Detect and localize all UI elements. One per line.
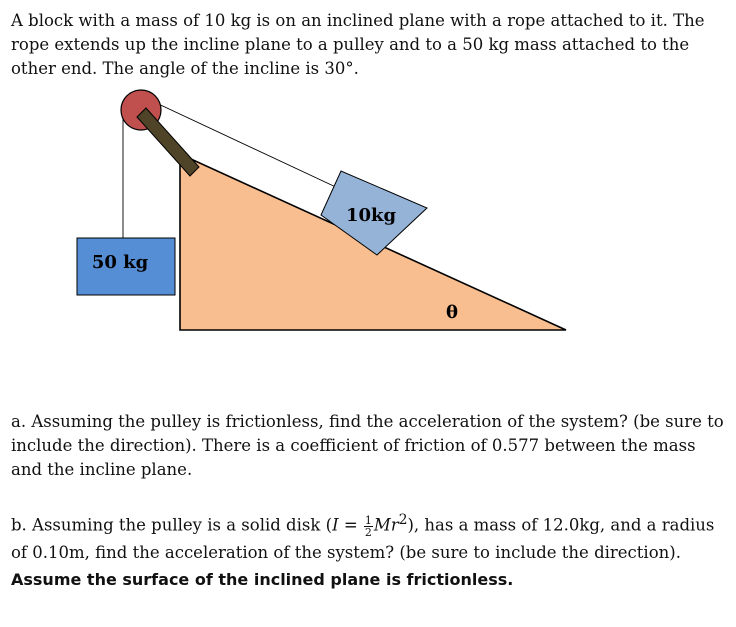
question-a: a. Assuming the pulley is frictionless, find the acceleration of the system? (be sure to include the direction). There is a coefficient of friction of 0.577 between the mass and the incline plane. <box>11 412 724 479</box>
problem-intro: A block with a mass of 10 kg is on an inclined plane with a rope attached to it. The rope extends up the incline plane to a pulley and to a 50 kg mass attached to the other end. The angle of the incline is 30°. <box>11 11 705 78</box>
frictionless-note: Assume the surface of the inclined plane is frictionless. <box>11 569 514 589</box>
question-b-prefix: b. Assuming the pulley is a solid disk ( <box>11 515 333 535</box>
angle-label: θ <box>445 302 459 323</box>
hanging-block-label: 50 kg <box>91 252 149 273</box>
equals-sign: = <box>338 515 363 535</box>
question-b-suffix: , has a mass of 12.0kg, and a radius of 0.10m, find the acceleration of the system? (be sure to include the direction). <box>11 515 715 562</box>
question-b <box>11 507 729 593</box>
mass-radius-term: Mr <box>373 515 399 535</box>
hanging-block <box>77 238 175 295</box>
inertia-symbol: I <box>332 515 339 535</box>
fraction-numerator: 1 <box>364 513 372 527</box>
one-half-fraction <box>364 515 373 538</box>
incline-block-label: 10kg <box>345 205 397 226</box>
close-paren: ) <box>407 515 414 535</box>
fraction-denominator: 2 <box>364 525 372 539</box>
exponent: 2 <box>398 512 408 528</box>
